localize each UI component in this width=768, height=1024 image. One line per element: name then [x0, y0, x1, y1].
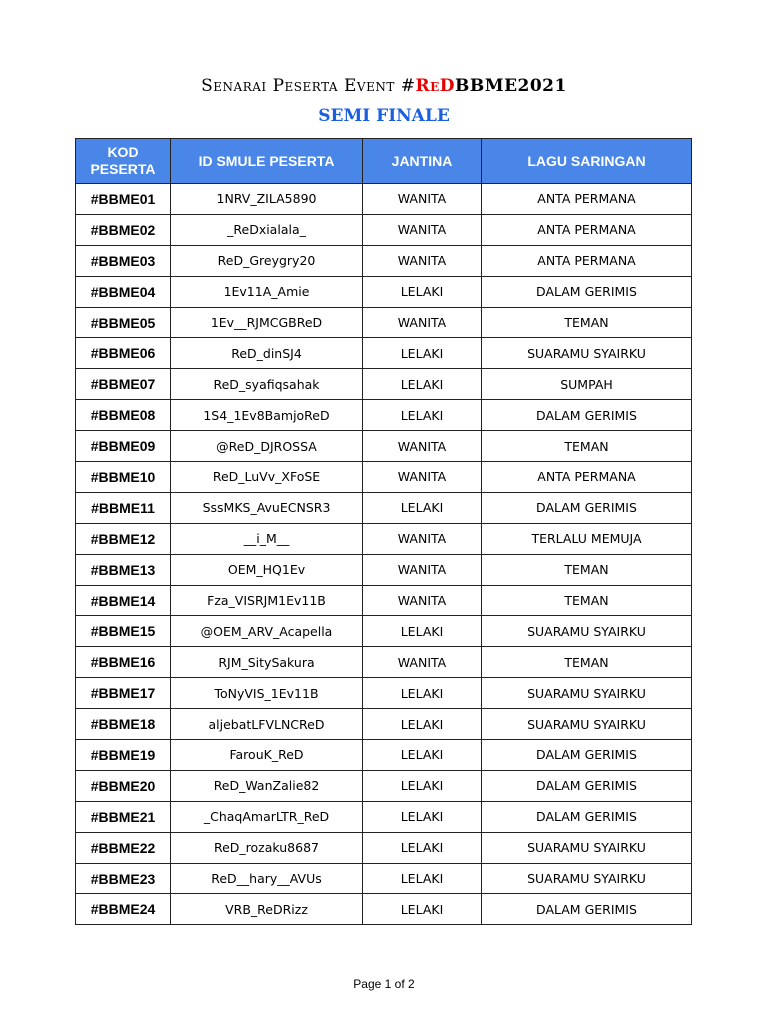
- lagu-cell: DALAM GERIMIS: [482, 276, 692, 307]
- table-row: [76, 709, 692, 740]
- table-row: [76, 245, 692, 276]
- id-cell: ReD_syafiqsahak: [171, 369, 363, 400]
- kod-cell: #BBME22: [76, 832, 171, 863]
- id-cell: 1Ev11A_Amie: [171, 276, 363, 307]
- id-cell: ReD_Greygry20: [171, 245, 363, 276]
- table-row: [76, 832, 692, 863]
- jantina-cell: LELAKI: [363, 740, 482, 771]
- jantina-cell: WANITA: [363, 307, 482, 338]
- lagu-cell: DALAM GERIMIS: [482, 740, 692, 771]
- id-cell: RJM_SitySakura: [171, 647, 363, 678]
- lagu-cell: TEMAN: [482, 307, 692, 338]
- jantina-cell: WANITA: [363, 585, 482, 616]
- lagu-cell: SUARAMU SYAIRKU: [482, 678, 692, 709]
- kod-cell: #BBME20: [76, 770, 171, 801]
- kod-cell: #BBME02: [76, 214, 171, 245]
- id-cell: VRB_ReDRizz: [171, 894, 363, 925]
- jantina-cell: WANITA: [363, 245, 482, 276]
- kod-cell: #BBME18: [76, 709, 171, 740]
- jantina-cell: LELAKI: [363, 338, 482, 369]
- id-cell: _ChaqAmarLTR_ReD: [171, 801, 363, 832]
- jantina-cell: WANITA: [363, 431, 482, 462]
- lagu-cell: TERLALU MEMUJA: [482, 523, 692, 554]
- jantina-cell: WANITA: [363, 554, 482, 585]
- kod-cell: #BBME07: [76, 369, 171, 400]
- kod-cell: #BBME10: [76, 462, 171, 493]
- jantina-cell: WANITA: [363, 647, 482, 678]
- jantina-cell: LELAKI: [363, 801, 482, 832]
- title-tag: BBME2021: [455, 76, 567, 96]
- lagu-cell: TEMAN: [482, 554, 692, 585]
- table-row: [76, 462, 692, 493]
- lagu-cell: DALAM GERIMIS: [482, 770, 692, 801]
- table-row: [76, 369, 692, 400]
- lagu-cell: SUARAMU SYAIRKU: [482, 709, 692, 740]
- table-row: [76, 585, 692, 616]
- lagu-cell: SUARAMU SYAIRKU: [482, 863, 692, 894]
- id-cell: ReD__hary__AVUs: [171, 863, 363, 894]
- jantina-cell: WANITA: [363, 184, 482, 215]
- page-subtitle: SEMI FINALE: [318, 106, 450, 126]
- jantina-cell: LELAKI: [363, 492, 482, 523]
- table-row: [76, 616, 692, 647]
- kod-cell: #BBME13: [76, 554, 171, 585]
- id-cell: ReD_WanZalie82: [171, 770, 363, 801]
- jantina-cell: LELAKI: [363, 678, 482, 709]
- kod-cell: #BBME17: [76, 678, 171, 709]
- table-row: [76, 523, 692, 554]
- title-red: ReD: [415, 76, 456, 96]
- jantina-cell: LELAKI: [363, 276, 482, 307]
- page-footer: Page 1 of 2: [353, 977, 415, 991]
- kod-cell: #BBME04: [76, 276, 171, 307]
- lagu-cell: ANTA PERMANA: [482, 462, 692, 493]
- jantina-cell: LELAKI: [363, 709, 482, 740]
- table-row: [76, 431, 692, 462]
- lagu-cell: SUARAMU SYAIRKU: [482, 832, 692, 863]
- page-title: [0, 76, 768, 96]
- table-row: [76, 554, 692, 585]
- table-row: [76, 276, 692, 307]
- kod-cell: #BBME09: [76, 431, 171, 462]
- kod-cell: #BBME01: [76, 184, 171, 215]
- header-kod-line1: KOD: [107, 144, 139, 160]
- header-lagu: LAGU SARINGAN: [482, 139, 692, 184]
- id-cell: OEM_HQ1Ev: [171, 554, 363, 585]
- kod-cell: #BBME16: [76, 647, 171, 678]
- lagu-cell: DALAM GERIMIS: [482, 400, 692, 431]
- id-cell: 1S4_1Ev8BamjoReD: [171, 400, 363, 431]
- lagu-cell: TEMAN: [482, 431, 692, 462]
- jantina-cell: LELAKI: [363, 863, 482, 894]
- id-cell: FarouK_ReD: [171, 740, 363, 771]
- id-cell: ReD_dinSJ4: [171, 338, 363, 369]
- lagu-cell: SUARAMU SYAIRKU: [482, 616, 692, 647]
- jantina-cell: LELAKI: [363, 400, 482, 431]
- participants-table: [75, 138, 692, 925]
- table-row: [76, 678, 692, 709]
- table-row: [76, 338, 692, 369]
- lagu-cell: SUMPAH: [482, 369, 692, 400]
- jantina-cell: LELAKI: [363, 770, 482, 801]
- table-row: [76, 770, 692, 801]
- table-row: [76, 647, 692, 678]
- id-cell: 1NRV_ZILA5890: [171, 184, 363, 215]
- lagu-cell: ANTA PERMANA: [482, 184, 692, 215]
- kod-cell: #BBME08: [76, 400, 171, 431]
- kod-cell: #BBME11: [76, 492, 171, 523]
- id-cell: _ReDxialala_: [171, 214, 363, 245]
- table-row: [76, 863, 692, 894]
- jantina-cell: WANITA: [363, 523, 482, 554]
- id-cell: @OEM_ARV_Acapella: [171, 616, 363, 647]
- lagu-cell: TEMAN: [482, 585, 692, 616]
- jantina-cell: LELAKI: [363, 616, 482, 647]
- kod-cell: #BBME03: [76, 245, 171, 276]
- jantina-cell: LELAKI: [363, 369, 482, 400]
- lagu-cell: SUARAMU SYAIRKU: [482, 338, 692, 369]
- kod-cell: #BBME23: [76, 863, 171, 894]
- jantina-cell: WANITA: [363, 462, 482, 493]
- header-id: ID SMULE PESERTA: [171, 139, 363, 184]
- id-cell: __i_M__: [171, 523, 363, 554]
- header-kod: [76, 139, 171, 184]
- title-prefix: Senarai Peserta Event #: [201, 76, 416, 96]
- kod-cell: #BBME19: [76, 740, 171, 771]
- jantina-cell: WANITA: [363, 214, 482, 245]
- lagu-cell: ANTA PERMANA: [482, 245, 692, 276]
- lagu-cell: DALAM GERIMIS: [482, 801, 692, 832]
- id-cell: @ReD_DJROSSA: [171, 431, 363, 462]
- lagu-cell: DALAM GERIMIS: [482, 894, 692, 925]
- lagu-cell: ANTA PERMANA: [482, 214, 692, 245]
- kod-cell: #BBME14: [76, 585, 171, 616]
- table-row: [76, 492, 692, 523]
- table-row: [76, 740, 692, 771]
- kod-cell: #BBME12: [76, 523, 171, 554]
- header-jantina: JANTINA: [363, 139, 482, 184]
- table-row: [76, 894, 692, 925]
- table-row: [76, 184, 692, 215]
- jantina-cell: LELAKI: [363, 894, 482, 925]
- id-cell: ReD_rozaku8687: [171, 832, 363, 863]
- id-cell: SssMKS_AvuECNSR3: [171, 492, 363, 523]
- kod-cell: #BBME21: [76, 801, 171, 832]
- lagu-cell: TEMAN: [482, 647, 692, 678]
- kod-cell: #BBME15: [76, 616, 171, 647]
- id-cell: ReD_LuVv_XFoSE: [171, 462, 363, 493]
- lagu-cell: DALAM GERIMIS: [482, 492, 692, 523]
- id-cell: aljebatLFVLNCReD: [171, 709, 363, 740]
- header-kod-line2: PESERTA: [90, 161, 156, 177]
- jantina-cell: LELAKI: [363, 832, 482, 863]
- table-row: [76, 307, 692, 338]
- table-row: [76, 801, 692, 832]
- kod-cell: #BBME05: [76, 307, 171, 338]
- table-row: [76, 214, 692, 245]
- table-header-row: [76, 139, 692, 184]
- table-row: [76, 400, 692, 431]
- id-cell: 1Ev__RJMCGBReD: [171, 307, 363, 338]
- id-cell: ToNyVIS_1Ev11B: [171, 678, 363, 709]
- kod-cell: #BBME24: [76, 894, 171, 925]
- id-cell: Fza_VISRJM1Ev11B: [171, 585, 363, 616]
- kod-cell: #BBME06: [76, 338, 171, 369]
